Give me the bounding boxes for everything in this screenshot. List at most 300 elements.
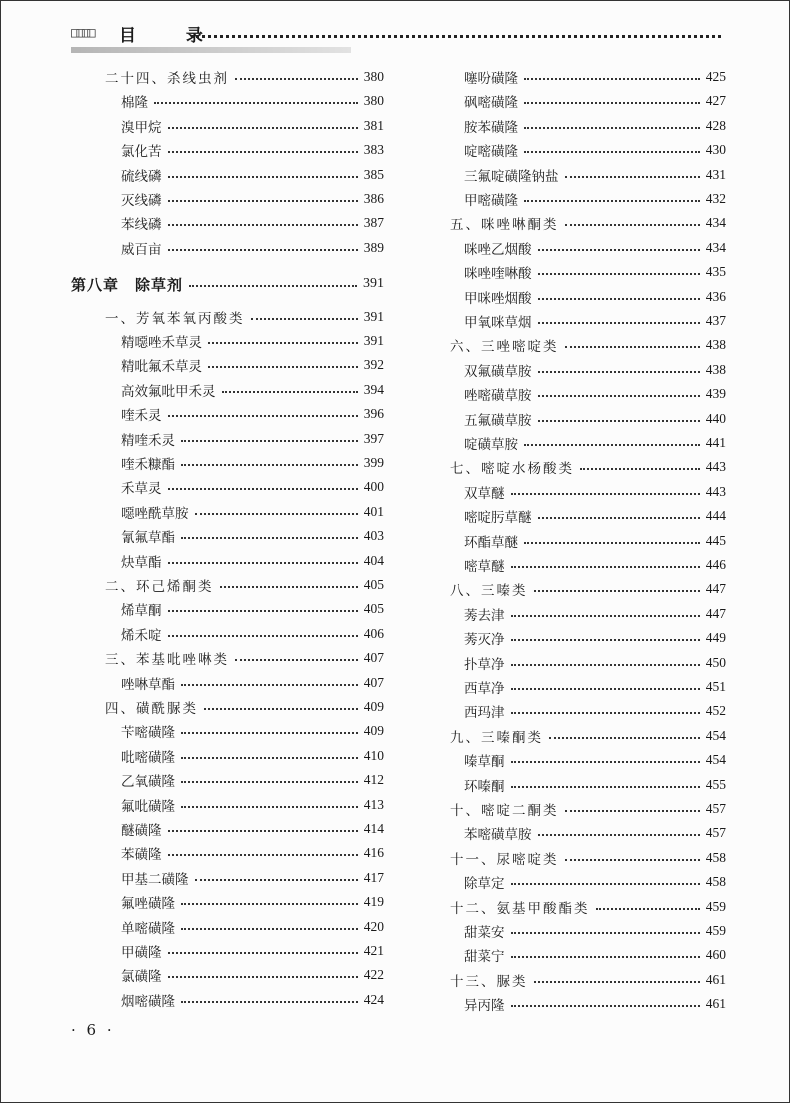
toc-entry-title: 十三、脲类 — [450, 973, 528, 990]
toc-page-number: 391 — [363, 308, 384, 324]
toc-leader-dots — [524, 200, 700, 202]
toc-item-row[interactable] — [446, 945, 726, 965]
toc-section-row[interactable] — [446, 726, 726, 746]
toc-item-row[interactable] — [446, 140, 726, 160]
toc-section-row[interactable] — [446, 848, 726, 868]
toc-item-row[interactable] — [71, 453, 384, 473]
toc-leader-dots — [534, 981, 700, 983]
toc-item-row[interactable] — [71, 819, 384, 839]
toc-leader-dots — [168, 200, 358, 202]
toc-leader-dots — [181, 464, 358, 466]
toc-item-row[interactable] — [446, 433, 726, 453]
toc-page-number: 459 — [705, 898, 726, 914]
toc-item-row[interactable] — [446, 409, 726, 429]
toc-entry-title: 威百亩 — [121, 241, 162, 258]
toc-leader-dots — [181, 684, 358, 686]
toc-leader-dots — [511, 615, 700, 617]
toc-page-number: 439 — [705, 386, 726, 402]
toc-item-row[interactable] — [446, 921, 726, 941]
header-band — [71, 47, 351, 53]
toc-page-number: 424 — [363, 991, 384, 1007]
toc-page-number: 451 — [705, 679, 726, 694]
toc-page-number: 391 — [363, 276, 384, 292]
toc-leader-dots — [524, 102, 700, 104]
toc-leader-dots — [538, 834, 700, 836]
toc-item-row[interactable] — [71, 990, 384, 1010]
toc-entry-title: 异丙隆 — [464, 998, 505, 1015]
toc-page-number: 441 — [705, 435, 726, 450]
toc-item-row[interactable] — [446, 531, 726, 551]
toc-page-number: 400 — [363, 479, 384, 495]
toc-item-row[interactable] — [446, 555, 726, 575]
toc-entry-title: 苄嘧磺隆 — [121, 725, 175, 742]
toc-leader-dots — [208, 366, 358, 368]
toc-item-row[interactable] — [71, 917, 384, 937]
page-number-footer: · 6 · — [71, 1021, 115, 1039]
toc-item-row[interactable] — [71, 721, 384, 741]
toc-section-row[interactable] — [71, 307, 384, 327]
toc-entry-title: 莠去津 — [464, 607, 505, 624]
toc-leader-dots — [168, 151, 358, 153]
toc-leader-dots — [235, 659, 358, 661]
toc-entry-title: 唑啉草酯 — [121, 676, 175, 693]
toc-leader-dots — [235, 78, 358, 80]
toc-leader-dots — [538, 322, 700, 324]
toc-page-number: 443 — [705, 459, 726, 475]
toc-entry-title: 苯磺隆 — [121, 847, 162, 864]
toc-entry-title: 西草净 — [464, 681, 505, 697]
toc-page-number: 413 — [363, 796, 384, 812]
toc-leader-dots — [511, 712, 700, 714]
toc-page-number: 458 — [705, 874, 726, 890]
toc-entry-title: 氯化苦 — [121, 144, 162, 161]
toc-item-row[interactable] — [446, 67, 726, 87]
toc-leader-dots — [538, 298, 700, 300]
toc-leader-dots — [168, 952, 358, 954]
toc-leader-dots — [168, 249, 358, 251]
toc-page-number: 438 — [705, 361, 726, 377]
toc-item-row[interactable] — [446, 653, 726, 673]
toc-entry-title: 八、三嗪类 — [450, 583, 528, 600]
page-header — [71, 21, 721, 61]
toc-page-number: 386 — [363, 191, 384, 206]
toc-page-number: 392 — [363, 357, 384, 373]
toc-leader-dots — [524, 127, 700, 129]
toc-leader-dots — [511, 639, 700, 641]
toc-item-row[interactable] — [446, 91, 726, 111]
toc-entry-title: 炔草酯 — [121, 554, 162, 571]
toc-entry-title: 精喹禾灵 — [121, 432, 175, 449]
toc-entry-title: 乙氧磺隆 — [121, 774, 175, 791]
toc-leader-dots — [181, 781, 358, 783]
toc-item-row[interactable] — [446, 823, 726, 843]
toc-page-number: 457 — [705, 825, 726, 841]
toc-section-row[interactable] — [446, 970, 726, 990]
toc-item-row[interactable] — [446, 165, 726, 185]
toc-page-number: 407 — [363, 650, 384, 666]
toc-page-number: 410 — [363, 747, 384, 763]
toc-page-number: 422 — [363, 967, 384, 983]
toc-entry-title: 硫线磷 — [121, 168, 162, 185]
toc-item-row[interactable] — [446, 262, 726, 282]
toc-entry-title: 嘧啶肟草醚 — [464, 510, 532, 527]
toc-page-number: 401 — [363, 503, 384, 519]
toc-leader-dots — [511, 493, 700, 495]
toc-item-row[interactable] — [71, 165, 384, 185]
toc-page-number: 396 — [363, 406, 384, 422]
toc-page-number: 421 — [363, 943, 384, 958]
toc-entry-title: 喹禾灵 — [121, 408, 162, 425]
toc-entry-title: 喹禾糠酯 — [121, 457, 175, 473]
toc-leader-dots — [538, 249, 700, 251]
toc-leader-dots — [511, 566, 700, 568]
toc-leader-dots — [181, 903, 358, 905]
toc-page-number: 407 — [363, 674, 384, 690]
toc-item-row[interactable] — [71, 380, 384, 400]
toc-page-number: 452 — [705, 703, 726, 719]
toc-section-row[interactable] — [446, 897, 726, 917]
toc-entry-title: 氯磺隆 — [121, 969, 162, 986]
toc-page-number: 405 — [363, 577, 384, 592]
toc-section-row[interactable] — [71, 648, 384, 668]
toc-leader-dots — [189, 285, 357, 287]
toc-entry-title: 六、三唑嘧啶类 — [450, 339, 559, 356]
toc-page-number: 444 — [705, 508, 726, 524]
toc-entry-title: 三氟啶磺隆钠盐 — [464, 168, 559, 185]
toc-item-row[interactable] — [446, 701, 726, 721]
toc-entry-title: 环嗪酮 — [464, 778, 505, 795]
toc-page-number: 447 — [705, 605, 726, 621]
toc-chapter-row[interactable] — [71, 274, 384, 294]
toc-leader-dots — [538, 371, 700, 373]
toc-item-row[interactable] — [71, 673, 384, 693]
toc-entry-title: 氟吡磺隆 — [121, 798, 175, 815]
toc-entry-title: 环酯草醚 — [464, 534, 518, 551]
toc-page-number: 420 — [363, 918, 384, 934]
toc-page-number: 437 — [705, 313, 726, 328]
toc-entry-title: 四、磺酰脲类 — [105, 701, 198, 717]
toc-leader-dots — [538, 517, 700, 519]
toc-page-number: 406 — [363, 625, 384, 641]
toc-leader-dots — [181, 537, 358, 539]
toc-item-row[interactable] — [446, 994, 726, 1014]
toc-entry-title: 甲咪唑烟酸 — [464, 290, 532, 307]
toc-page-number: 460 — [705, 947, 726, 963]
toc-entry-title: 单嘧磺隆 — [121, 920, 175, 937]
toc-item-row[interactable] — [446, 604, 726, 624]
toc-entry-title: 双草醚 — [464, 485, 505, 502]
toc-page-number: 432 — [705, 191, 726, 206]
toc-item-row[interactable] — [71, 355, 384, 375]
toc-leader-dots — [524, 78, 700, 80]
toc-page-number: 436 — [705, 288, 726, 304]
toc-entry-title: 二十四、杀线虫剂 — [105, 71, 229, 87]
toc-entry-title: 氟唑磺隆 — [121, 896, 175, 913]
toc-entry-title: 噁唑酰草胺 — [121, 505, 189, 522]
toc-leader-dots — [168, 610, 358, 612]
toc-item-row[interactable] — [71, 795, 384, 815]
toc-page-number: 409 — [363, 699, 384, 714]
toc-entry-title: 七、嘧啶水杨酸类 — [450, 461, 574, 478]
toc-item-row[interactable] — [446, 750, 726, 770]
toc-page-number: 454 — [705, 727, 726, 743]
toc-page-number: 461 — [705, 996, 726, 1012]
toc-entry-title: 溴甲烷 — [121, 119, 162, 136]
toc-item-row[interactable] — [71, 91, 384, 111]
toc-item-row[interactable] — [71, 331, 384, 351]
toc-leader-dots — [181, 440, 358, 442]
toc-section-row[interactable] — [71, 697, 384, 717]
toc-leader-dots — [538, 273, 700, 275]
toc-leader-dots — [181, 806, 358, 808]
toc-leader-dots — [565, 810, 700, 812]
toc-entry-title: 禾草灵 — [121, 481, 162, 498]
toc-page-number: 419 — [363, 894, 384, 910]
toc-item-row[interactable] — [446, 775, 726, 795]
toc-leader-dots — [168, 415, 358, 417]
toc-section-row[interactable] — [446, 799, 726, 819]
toc-page-number: 431 — [705, 166, 726, 182]
toc-entry-title: 高效氟吡甲禾灵 — [121, 383, 216, 400]
toc-entry-title: 嗪草酮 — [464, 754, 505, 771]
toc-item-row[interactable] — [71, 238, 384, 258]
toc-item-row[interactable] — [71, 843, 384, 863]
toc-entry-title: 五、咪唑啉酮类 — [450, 217, 559, 234]
toc-section-row[interactable] — [446, 579, 726, 599]
toc-leader-dots — [511, 956, 700, 958]
toc-item-row[interactable] — [446, 360, 726, 380]
toc-entry-title: 醚磺隆 — [121, 823, 162, 839]
toc-entry-title: 咪唑喹啉酸 — [464, 266, 532, 283]
toc-item-row[interactable] — [71, 477, 384, 497]
toc-entry-title: 吡嘧磺隆 — [121, 749, 175, 766]
toc-page-number: 434 — [705, 215, 726, 231]
toc-page-number: 416 — [363, 845, 384, 861]
toc-item-row[interactable] — [71, 965, 384, 985]
toc-leader-dots — [154, 102, 358, 104]
toc-entry-title: 五氟磺草胺 — [464, 412, 532, 429]
toc-page-number: 404 — [363, 552, 384, 568]
toc-leader-dots — [181, 732, 358, 734]
toc-page-number: 438 — [705, 337, 726, 353]
toc-section-row[interactable] — [446, 335, 726, 355]
toc-entry-title: 啶嘧磺隆 — [464, 144, 518, 161]
toc-item-row[interactable] — [446, 677, 726, 697]
toc-page-number: 412 — [363, 772, 384, 788]
toc-leader-dots — [565, 224, 700, 226]
toc-page-number: 454 — [705, 752, 726, 768]
toc-section-row[interactable] — [71, 575, 384, 595]
toc-leader-dots — [168, 224, 358, 226]
toc-leader-dots — [580, 468, 700, 470]
toc-item-row[interactable] — [446, 238, 726, 258]
toc-page-number: 435 — [705, 264, 726, 280]
toc-leader-dots — [168, 976, 358, 978]
toc-leader-dots — [195, 513, 358, 515]
toc-page-number: 380 — [363, 69, 384, 84]
toc-leader-dots — [168, 127, 358, 129]
toc-entry-title: 十、嘧啶二酮类 — [450, 803, 559, 819]
toc-item-row[interactable] — [71, 551, 384, 571]
toc-item-row[interactable] — [71, 868, 384, 888]
toc-entry-title: 三、苯基吡唑啉类 — [105, 652, 229, 669]
toc-entry-title: 苯嘧磺草胺 — [464, 827, 532, 844]
toc-page-number: 409 — [363, 723, 384, 739]
toc-page-number: 417 — [363, 869, 384, 885]
toc-entry-title: 精噁唑禾草灵 — [121, 335, 202, 351]
toc-entry-title: 胺苯磺隆 — [464, 119, 518, 136]
toc-leader-dots — [549, 737, 700, 739]
toc-entry-title: 莠灭净 — [464, 632, 505, 649]
toc-entry-title: 烯草酮 — [121, 603, 162, 620]
toc-leader-dots — [511, 883, 700, 885]
toc-entry-title: 嘧草醚 — [464, 559, 505, 575]
toc-entry-title: 扑草净 — [464, 656, 505, 673]
toc-entry-title: 烟嘧磺隆 — [121, 993, 175, 1010]
toc-entry-title: 烯禾啶 — [121, 627, 162, 644]
toc-page-number: 445 — [705, 532, 726, 548]
toc-page-number: 447 — [705, 581, 726, 597]
toc-item-row[interactable] — [71, 892, 384, 912]
toc-entry-title: 啶磺草胺 — [464, 437, 518, 453]
toc-item-row[interactable] — [446, 506, 726, 526]
toc-entry-title: 氰氟草酯 — [121, 530, 175, 547]
toc-entry-title: 甜菜宁 — [464, 949, 505, 966]
toc-page-number: 450 — [705, 654, 726, 670]
toc-item-row[interactable] — [71, 502, 384, 522]
header-leader-dots — [191, 35, 721, 38]
toc-item-row[interactable] — [71, 599, 384, 619]
toc-item-row[interactable] — [71, 140, 384, 160]
toc-leader-dots — [524, 542, 700, 544]
toc-leader-dots — [596, 908, 700, 910]
toc-leader-dots — [181, 928, 358, 930]
toc-entry-title: 除草定 — [464, 876, 505, 893]
toc-page-number: 383 — [363, 142, 384, 158]
toc-entry-title: 二、环己烯酮类 — [105, 579, 214, 595]
toc-page-number: 427 — [705, 93, 726, 109]
toc-page-number: 414 — [363, 821, 384, 836]
toc-leader-dots — [195, 879, 358, 881]
toc-leader-dots — [181, 757, 358, 759]
toc-entry-title: 甲氧咪草烟 — [464, 315, 532, 331]
toc-page-number: 405 — [363, 601, 384, 617]
header-boxes: □□□□ — [71, 25, 93, 41]
toc-item-row[interactable] — [446, 287, 726, 307]
toc-section-row[interactable] — [446, 213, 726, 233]
toc-page-number: 397 — [363, 430, 384, 446]
toc-item-row[interactable] — [446, 311, 726, 331]
toc-entry-title: 甲嘧磺隆 — [464, 193, 518, 209]
toc-page-number: 457 — [705, 801, 726, 816]
toc-leader-dots — [524, 444, 700, 446]
toc-leader-dots — [511, 688, 700, 690]
toc-entry-title: 甜菜安 — [464, 925, 505, 941]
toc-leader-dots — [168, 830, 358, 832]
toc-item-row[interactable] — [71, 404, 384, 424]
toc-entry-title: 甲基二磺隆 — [121, 871, 189, 888]
toc-page-number: 428 — [705, 117, 726, 133]
toc-leader-dots — [222, 391, 358, 393]
toc-leader-dots — [168, 854, 358, 856]
toc-item-row[interactable] — [446, 628, 726, 648]
toc-leader-dots — [565, 859, 700, 861]
toc-leader-dots — [511, 664, 700, 666]
toc-leader-dots — [251, 318, 358, 320]
toc-item-row[interactable] — [71, 429, 384, 449]
toc-section-row[interactable] — [446, 457, 726, 477]
toc-item-row[interactable] — [446, 872, 726, 892]
toc-leader-dots — [524, 151, 700, 153]
toc-section-row[interactable] — [71, 67, 384, 87]
toc-entry-title: 十二、氨基甲酸酯类 — [450, 900, 590, 917]
toc-leader-dots — [220, 586, 358, 588]
toc-page-number: 425 — [705, 69, 726, 84]
toc-page-number: 455 — [705, 776, 726, 792]
toc-entry-title: 唑嘧磺草胺 — [464, 388, 532, 405]
toc-item-row[interactable] — [71, 624, 384, 644]
toc-leader-dots — [511, 932, 700, 934]
toc-item-row[interactable] — [446, 384, 726, 404]
toc-leader-dots — [534, 590, 700, 592]
toc-entry-title: 精吡氟禾草灵 — [121, 359, 202, 376]
toc-entry-title: 噻吩磺隆 — [464, 71, 518, 87]
toc-page-number: 385 — [363, 166, 384, 182]
toc-leader-dots — [168, 562, 358, 564]
toc-page-number: 387 — [363, 215, 384, 231]
toc-item-row[interactable] — [71, 941, 384, 961]
toc-leader-dots — [511, 761, 700, 763]
toc-item-row[interactable] — [71, 213, 384, 233]
toc-leader-dots — [538, 395, 700, 397]
toc-leader-dots — [565, 176, 700, 178]
toc-item-row[interactable] — [71, 116, 384, 136]
toc-page-number: 380 — [363, 93, 384, 109]
toc-page-number: 403 — [363, 528, 384, 544]
toc-leader-dots — [168, 635, 358, 637]
toc-leader-dots — [168, 176, 358, 178]
toc-entry-title: 咪唑乙烟酸 — [464, 241, 532, 258]
toc-item-row[interactable] — [446, 116, 726, 136]
toc-item-row[interactable] — [71, 770, 384, 790]
toc-entry-title: 甲磺隆 — [121, 945, 162, 961]
toc-page-number: 399 — [363, 455, 384, 470]
toc-leader-dots — [204, 708, 358, 710]
toc-entry-title: 棉隆 — [121, 95, 148, 112]
toc-item-row[interactable] — [71, 526, 384, 546]
toc-leader-dots — [565, 346, 700, 348]
toc-item-row[interactable] — [71, 189, 384, 209]
toc-page-number: 461 — [705, 971, 726, 987]
toc-item-row[interactable] — [446, 189, 726, 209]
toc-entry-title: 九、三嗪酮类 — [450, 729, 543, 746]
toc-page-number: 440 — [705, 410, 726, 426]
toc-entry-title: 灭线磷 — [121, 193, 162, 209]
toc-entry-title: 十一、尿嘧啶类 — [450, 851, 559, 868]
toc-leader-dots — [181, 1001, 358, 1003]
page-title: 目 录 — [119, 26, 225, 46]
toc-leader-dots — [208, 342, 358, 344]
toc-page-number: 458 — [705, 849, 726, 865]
toc-leader-dots — [511, 1005, 700, 1007]
toc-leader-dots — [168, 488, 358, 490]
toc-entry-title: 双氟磺草胺 — [464, 363, 532, 380]
toc-leader-dots — [538, 420, 700, 422]
toc-page-number: 443 — [705, 483, 726, 499]
toc-item-row[interactable] — [446, 482, 726, 502]
toc-page-number: 459 — [705, 923, 726, 938]
toc-item-row[interactable] — [71, 746, 384, 766]
